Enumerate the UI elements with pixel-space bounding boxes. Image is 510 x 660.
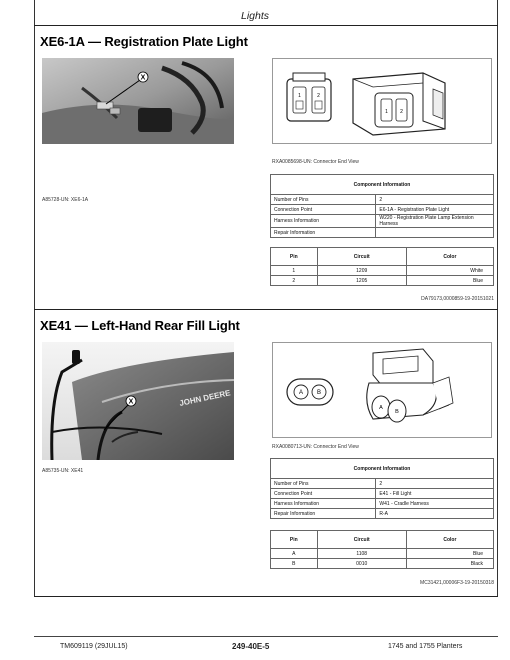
table-row [271,248,494,266]
table-cell: Harness Information [271,215,376,228]
table-cell: 1108 [317,549,406,559]
table-cell: E41 - Fill Light [376,489,494,499]
table-row [271,489,494,499]
table-row [271,479,494,489]
photo-left-hand-rear-fill-light [42,342,234,460]
page-header-title: Lights [240,10,270,22]
connector-end-view-xe41 [272,342,492,438]
footer-page-number: 249-40E-5 [232,642,270,651]
table-row [271,559,494,569]
table-cell: W41 - Cradle Harness [376,499,494,509]
table-cell: Harness Information [271,499,376,509]
pin-column-header: Pin [271,531,318,549]
table-cell: Blue [406,276,493,286]
table-cell: A [271,549,318,559]
table-cell: Black [406,559,493,569]
connector-3d-pin-b-label: B [395,409,399,415]
table-cell: 2 [271,276,318,286]
connector-pin-b-label: B [316,390,322,396]
table-row [271,276,494,286]
component-info-header: Component Information [271,459,494,479]
table-row [271,531,494,549]
color-column-header: Color [406,248,493,266]
table-row [271,195,494,205]
table-cell: 1209 [317,266,406,276]
footer-rule [34,636,498,637]
table-cell: Blue [406,549,493,559]
section-divider [34,309,498,310]
table-cell: 2 [376,479,494,489]
color-column-header: Color [406,531,493,549]
ref-code-xe6-1a: DA79173,0000859-19-20151021 [421,296,494,302]
connector-pin-1-label: 1 [298,93,301,99]
pin-column-header: Pin [271,248,318,266]
photo-caption-xe41: A85735-UN: XE41 [42,468,84,474]
table-cell: Number of Pins [271,479,376,489]
header-rule [34,25,498,26]
pin-table-xe6-1a [270,247,494,286]
component-info-table-xe41 [270,458,494,519]
table-row [271,215,494,228]
table-row [271,549,494,559]
table-cell: R-A [376,509,494,519]
connector-end-view-xe6-1a [272,58,492,144]
table-cell: Connection Point [271,489,376,499]
table-row [271,266,494,276]
photo-brand-text: JOHN DEERE [178,388,232,408]
connector-pin-a-label: A [298,390,304,396]
photo-callout-x: X [140,74,146,82]
footer-product: 1745 and 1755 Planters [388,643,463,650]
table-row [271,205,494,215]
table-cell: 1205 [317,276,406,286]
connector-caption-xe6-1a: RXA0085698-UN: Connector End View [272,159,359,165]
table-row [271,459,494,479]
connector-3d-pin-1-label: 1 [385,109,388,115]
photo-callout-x: X [128,398,134,406]
table-cell: 0010 [317,559,406,569]
table-cell: White [406,266,493,276]
table-cell: W220 - Registration Plate Lamp Extension Harness [376,215,494,228]
table-row [271,175,494,195]
circuit-column-header: Circuit [317,248,406,266]
table-cell: 2 [376,195,494,205]
section-title-xe41: XE41 — Left-Hand Rear Fill Light [40,318,240,333]
table-cell: Number of Pins [271,195,376,205]
table-row [271,499,494,509]
table-cell [376,228,494,238]
table-cell: Connection Point [271,205,376,215]
table-cell: E6-1A - Registration Plate Light [376,205,494,215]
table-cell: 1 [271,266,318,276]
connector-caption-xe41: RXA0080713-UN: Connector End View [272,444,359,450]
table-cell: Repair Information [271,228,376,238]
section-divider [34,596,498,597]
photo-registration-plate-light [42,58,234,144]
table-row [271,509,494,519]
connector-pin-2-label: 2 [317,93,320,99]
section-title-xe6-1a: XE6-1A — Registration Plate Light [40,34,248,49]
table-row [271,228,494,238]
connector-3d-pin-a-label: A [379,405,383,411]
photo-caption-xe6-1a: A85728-UN: XE6-1A [42,197,89,203]
component-info-header: Component Information [271,175,494,195]
footer-doc-id: TM609119 (29JUL15) [60,643,128,650]
ref-code-xe41: MC31421,00006F3-19-20150318 [420,580,494,586]
circuit-column-header: Circuit [317,531,406,549]
component-info-table-xe6-1a [270,174,494,238]
table-cell: Repair Information [271,509,376,519]
connector-3d-pin-2-label: 2 [400,109,403,115]
table-cell: B [271,559,318,569]
pin-table-xe41 [270,530,494,569]
